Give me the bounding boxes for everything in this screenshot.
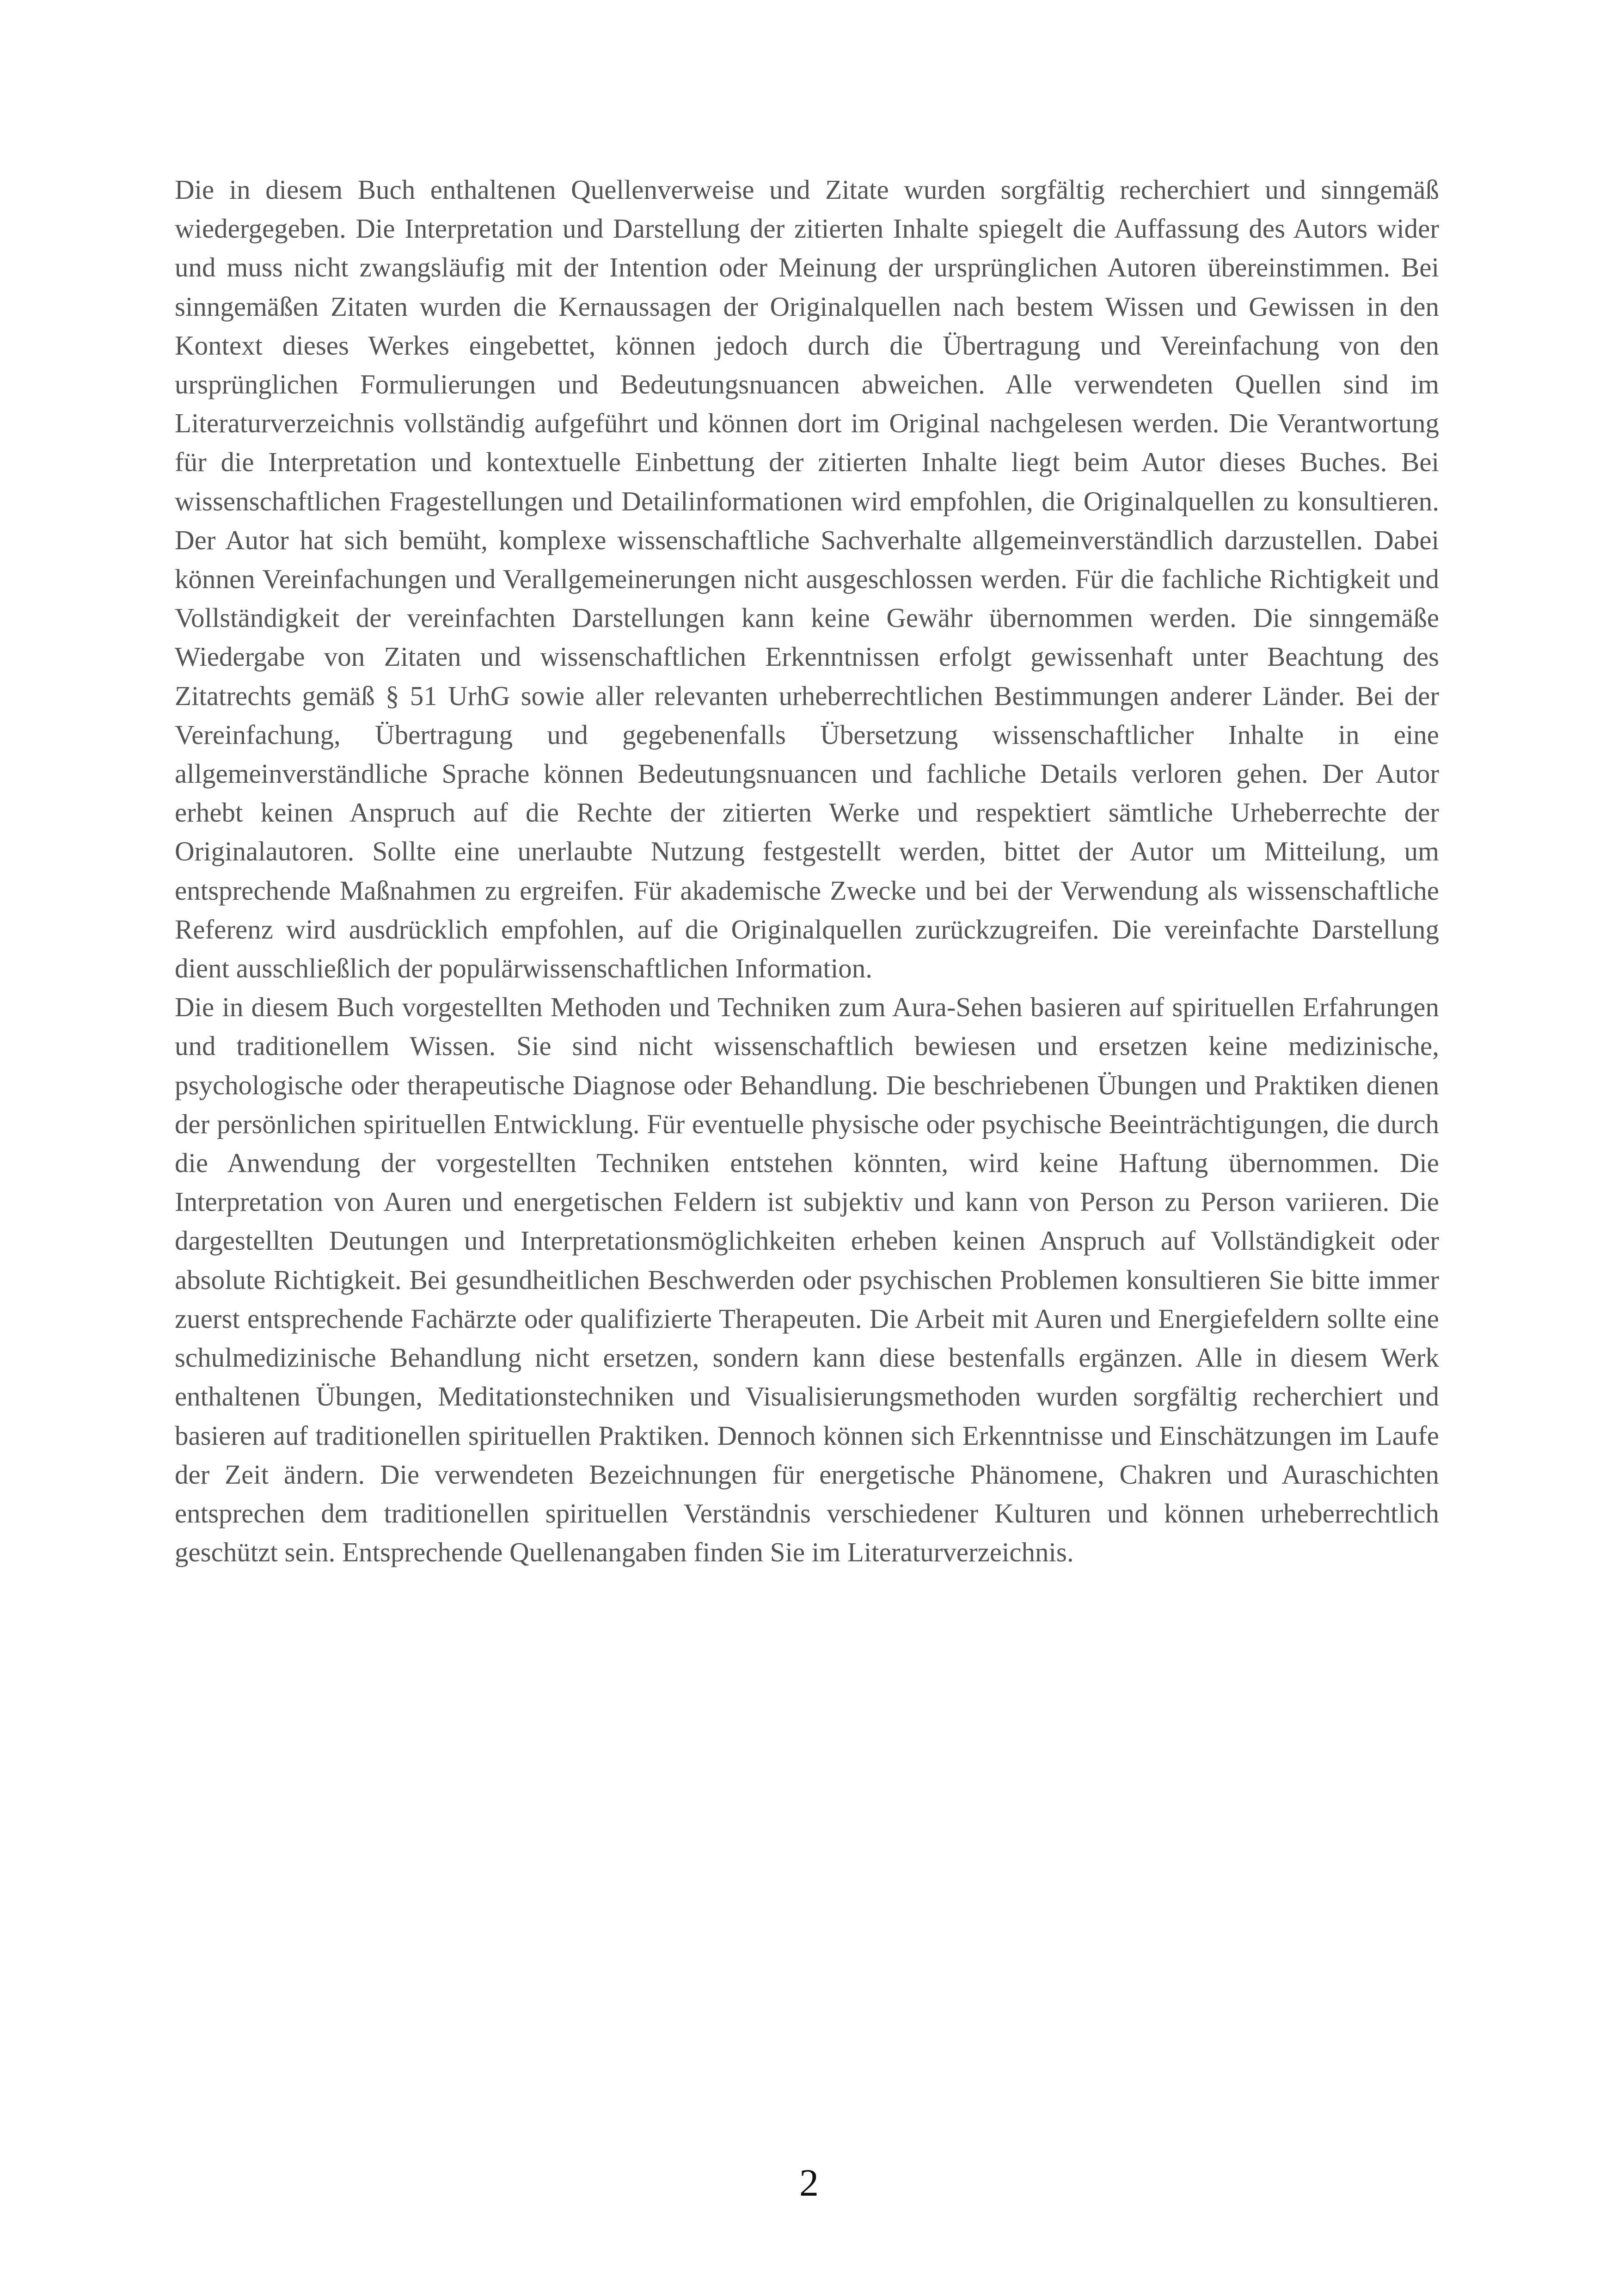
paragraph-sources-disclaimer: Die in diesem Buch enthaltenen Quellenverweise und Zitate wurden sorgfältig recherchiert und sinngemäß wiedergegeben. Die Interpretation und Darstellung der zitierten Inhalte spiegelt die Auffassung des Autors wider und muss nicht zwangsläufig mit der Intention oder Meinung der ursprünglichen Autoren übereinstimmen. Bei sinngemäßen Zitaten wurden die Kernaussagen der Originalquellen nach bestem Wissen und Gewissen in den Kontext dieses Werkes eingebettet, können jedoch durch die Übertragung und Vereinfachung von den ursprünglichen Formulierungen und Bedeutungsnuancen abweichen. Alle verwendeten Quellen sind im Literaturverzeichnis vollständig aufgeführt und können dort im Original nachgelesen werden. Die Verantwortung für die Interpretation und kontextuelle Einbettung der zitierten Inhalte liegt beim Autor dieses Buches. Bei wissenschaftlichen Fragestellungen und Detailinformationen wird empfohlen, die Originalquellen zu konsultieren. Der Autor hat sich bemüht, komplexe wissenschaftliche Sachverhalte allgemeinverständlich darzustellen. Dabei können Vereinfachungen und Verallgemeinerungen nicht ausgeschlossen werden. Für die fachliche Richtigkeit und Vollständigkeit der vereinfachten Darstellungen kann keine Gewähr übernommen werden. Die sinngemäße Wiedergabe von Zitaten und wissenschaftlichen Erkenntnissen erfolgt gewissenhaft unter Beachtung des Zitatrechts gemäß § 51 UrhG sowie aller relevanten urheberrechtlichen Bestimmungen anderer Länder. Bei der Vereinfachung, Übertragung und gegebenenfalls Übersetzung wissenschaftlicher Inhalte in eine allgemeinverständliche Sprache können Bedeutungsnuancen und fachliche Details verloren gehen. Der Autor erhebt keinen Anspruch auf die Rechte der zitierten Werke und respektiert sämtliche Urheberrechte der Originalautoren. Sollte eine unerlaubte Nutzung festgestellt werden, bittet der Autor um Mitteilung, um entsprechende Maßnahmen zu ergreifen. Für akademische Zwecke und bei der Verwendung als wissenschaftliche Referenz wird ausdrücklich empfohlen, auf die Originalquellen zurückzugreifen. Die vereinfachte Darstellung dient ausschließlich der populärwissenschaftlichen Information. [175, 174, 1439, 984]
page-number: 2 [799, 2161, 819, 2204]
body-text [175, 170, 1439, 1572]
paragraph-aura-disclaimer: Die in diesem Buch vorgestellten Methoden und Techniken zum Aura-Sehen basieren auf spirituellen Erfahrungen und traditionellem Wissen. Sie sind nicht wissenschaftlich bewiesen und ersetzen keine medizinische, psychologische oder therapeutische Diagnose oder Behandlung. Die beschriebenen Übungen und Praktiken dienen der persönlichen spirituellen Entwicklung. Für eventuelle physische oder psychische Beeinträchtigungen, die durch die Anwendung der vorgestellten Techniken entstehen könnten, wird keine Haftung übernommen. Die Interpretation von Auren und energetischen Feldern ist subjektiv und kann von Person zu Person variieren. Die dargestellten Deutungen und Interpretationsmöglichkeiten erheben keinen Anspruch auf Vollständigkeit oder absolute Richtigkeit. Bei gesundheitlichen Beschwerden oder psychischen Problemen konsultieren Sie bitte immer zuerst entsprechende Fachärzte oder qualifizierte Therapeuten. Die Arbeit mit Auren und Energiefeldern sollte eine schulmedizinische Behandlung nicht ersetzen, sondern kann diese bestenfalls ergänzen. Alle in diesem Werk enthaltenen Übungen, Meditationstechniken und Visualisierungsmethoden wurden sorgfältig recherchiert und basieren auf traditionellen spirituellen Praktiken. Dennoch können sich Erkenntnisse und Einschätzungen im Laufe der Zeit ändern. Die verwendeten Bezeichnungen für energetische Phänomene, Chakren und Auraschichten entsprechen dem traditionellen spirituellen Verständnis verschiedener Kulturen und können urheberrechtlich geschützt sein. Entsprechende Quellenangaben finden Sie im Literaturverzeichnis. [175, 992, 1439, 1568]
